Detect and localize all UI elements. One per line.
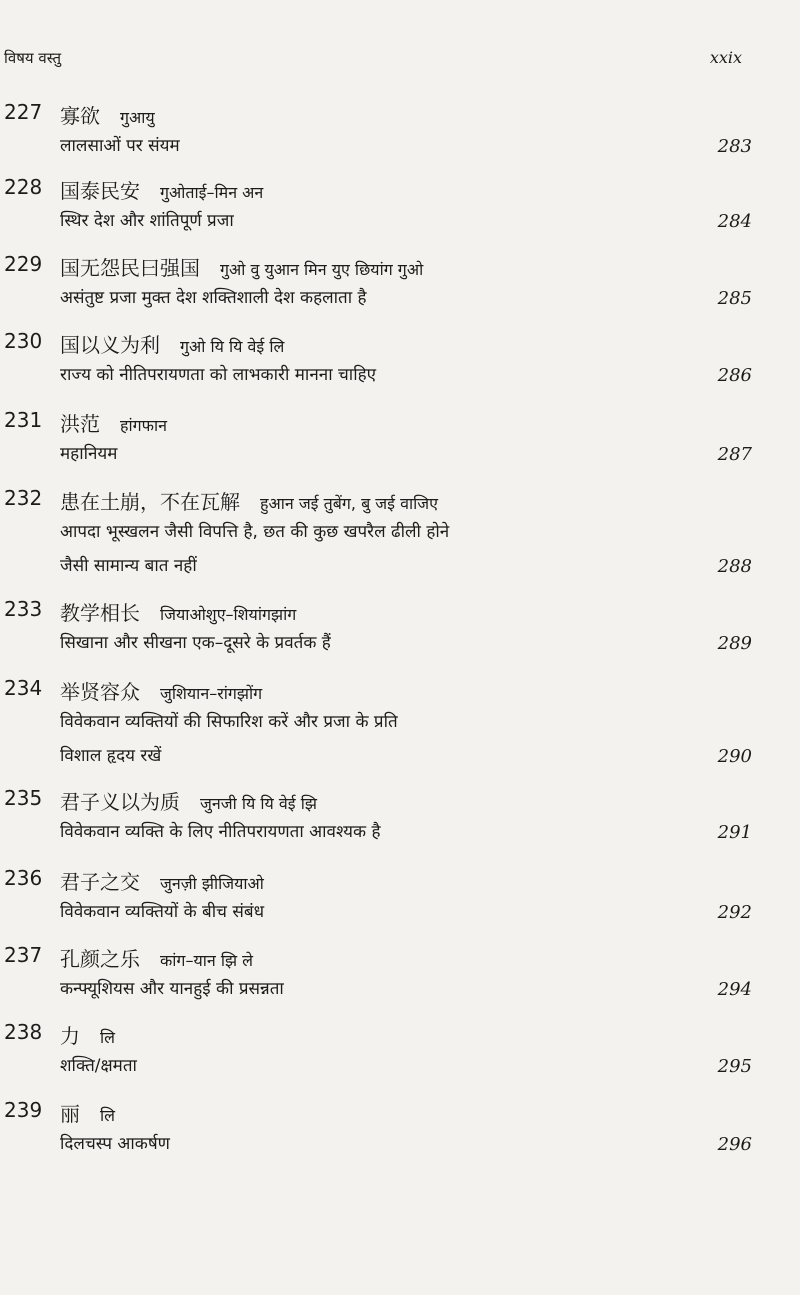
entry-heading (60, 1020, 115, 1049)
entry-page-number: 285 (717, 288, 752, 309)
chinese-term: 国以义为利 (60, 333, 160, 357)
romanization: लि (100, 1106, 115, 1125)
entry-number: 228 (4, 175, 43, 199)
romanization: जियाओशुए–शियांगझांग (160, 605, 297, 624)
entry-heading (60, 408, 167, 437)
chinese-term: 丽 (60, 1102, 80, 1126)
entry-heading (60, 175, 263, 204)
entry-description: जैसी सामान्य बात नहीं (60, 556, 197, 576)
entry-page-number: 288 (717, 556, 752, 577)
entry-number: 237 (4, 943, 43, 967)
entry-description: शक्ति/क्षमता (60, 1056, 137, 1076)
entry-page-number: 289 (717, 633, 752, 654)
entry-description: असंतुष्ट प्रजा मुक्त देश शक्तिशाली देश कहलाता है (60, 288, 367, 308)
entry-number: 234 (4, 676, 43, 700)
chinese-term: 举贤容众 (60, 680, 140, 704)
romanization: गुआयु (120, 108, 155, 127)
entry-description: विवेकवान व्यक्तियों की सिफारिश करें और प्रजा के प्रति (60, 712, 398, 732)
entry-description: सिखाना और सीखना एक–दूसरे के प्रवर्तक हैं (60, 633, 331, 653)
folio-page-number: xxix (709, 48, 742, 67)
entry-heading (60, 329, 284, 358)
entry-page-number: 295 (717, 1056, 752, 1077)
chinese-term: 教学相长 (60, 601, 140, 625)
entry-page-number: 292 (717, 902, 752, 923)
romanization: हांगफान (120, 416, 168, 435)
entry-heading (60, 866, 264, 895)
entry-number: 235 (4, 786, 43, 810)
running-header (0, 48, 800, 72)
entry-heading (60, 676, 262, 705)
section-title: विषय वस्तु (4, 49, 62, 67)
romanization: जुशियान–रांगझोंग (160, 684, 263, 703)
entry-description: विवेकवान व्यक्तियों के बीच संबंध (60, 902, 265, 922)
romanization: हुआन जई तुबेंग, बु जई वाजिए (260, 494, 439, 513)
entry-description: विवेकवान व्यक्ति के लिए नीतिपरायणता आवश्यक है (60, 822, 381, 842)
entry-heading (60, 486, 438, 515)
entry-heading (60, 786, 317, 815)
entry-number: 238 (4, 1020, 43, 1044)
romanization: गुओ यि यि वेई लि (180, 337, 285, 356)
entry-number: 239 (4, 1098, 43, 1122)
entry-heading (60, 100, 155, 129)
entry-description: राज्य को नीतिपरायणता को लाभकारी मानना चाहिए (60, 365, 377, 385)
entry-number: 229 (4, 252, 43, 276)
entry-page-number: 284 (717, 211, 752, 232)
romanization: लि (100, 1028, 115, 1047)
chinese-term: 寡欲 (60, 104, 100, 128)
entry-number: 230 (4, 329, 43, 353)
chinese-term: 国泰民安 (60, 179, 140, 203)
entry-description: स्थिर देश और शांतिपूर्ण प्रजा (60, 211, 234, 231)
entry-number: 232 (4, 486, 43, 510)
entry-number: 231 (4, 408, 43, 432)
romanization: कांग–यान झि ले (160, 951, 254, 970)
chinese-term: 孔颜之乐 (60, 947, 140, 971)
entry-description: विशाल हृदय रखें (60, 746, 162, 766)
entry-page-number: 283 (717, 136, 752, 157)
entry-number: 233 (4, 597, 43, 621)
entry-heading (60, 597, 296, 626)
entry-description: लालसाओं पर संयम (60, 136, 180, 156)
chinese-term: 君子之交 (60, 870, 140, 894)
entry-heading (60, 252, 423, 281)
entry-heading (60, 1098, 115, 1127)
entry-description: महानियम (60, 444, 118, 464)
entry-page-number: 287 (717, 444, 752, 465)
chinese-term: 患在土崩，不在瓦解 (60, 490, 240, 514)
chinese-term: 国无怨民曰强国 (60, 256, 200, 280)
chinese-term: 洪范 (60, 412, 100, 436)
entry-number: 227 (4, 100, 43, 124)
entry-page-number: 286 (717, 365, 752, 386)
entry-heading (60, 943, 253, 972)
romanization: गुओ वु युआन मिन युए छियांग गुओ (220, 260, 424, 279)
entry-page-number: 294 (717, 979, 752, 1000)
romanization: गुओताई–मिन अन (160, 183, 264, 202)
romanization: जुनजी यि यि वेई झि (200, 794, 317, 813)
entry-page-number: 290 (717, 746, 752, 767)
entry-description: आपदा भूस्खलन जैसी विपत्ति है, छत की कुछ खपरैल ढीली होने (60, 522, 450, 542)
entry-number: 236 (4, 866, 43, 890)
entry-page-number: 291 (717, 822, 752, 843)
entry-description: कन्फ्यूशियस और यानहुई की प्रसन्नता (60, 979, 284, 999)
entry-page-number: 296 (717, 1134, 752, 1155)
chinese-term: 君子义以为质 (60, 790, 180, 814)
romanization: जुनज़ी झीजियाओ (160, 874, 264, 893)
chinese-term: 力 (60, 1024, 80, 1048)
entry-description: दिलचस्प आकर्षण (60, 1134, 170, 1154)
